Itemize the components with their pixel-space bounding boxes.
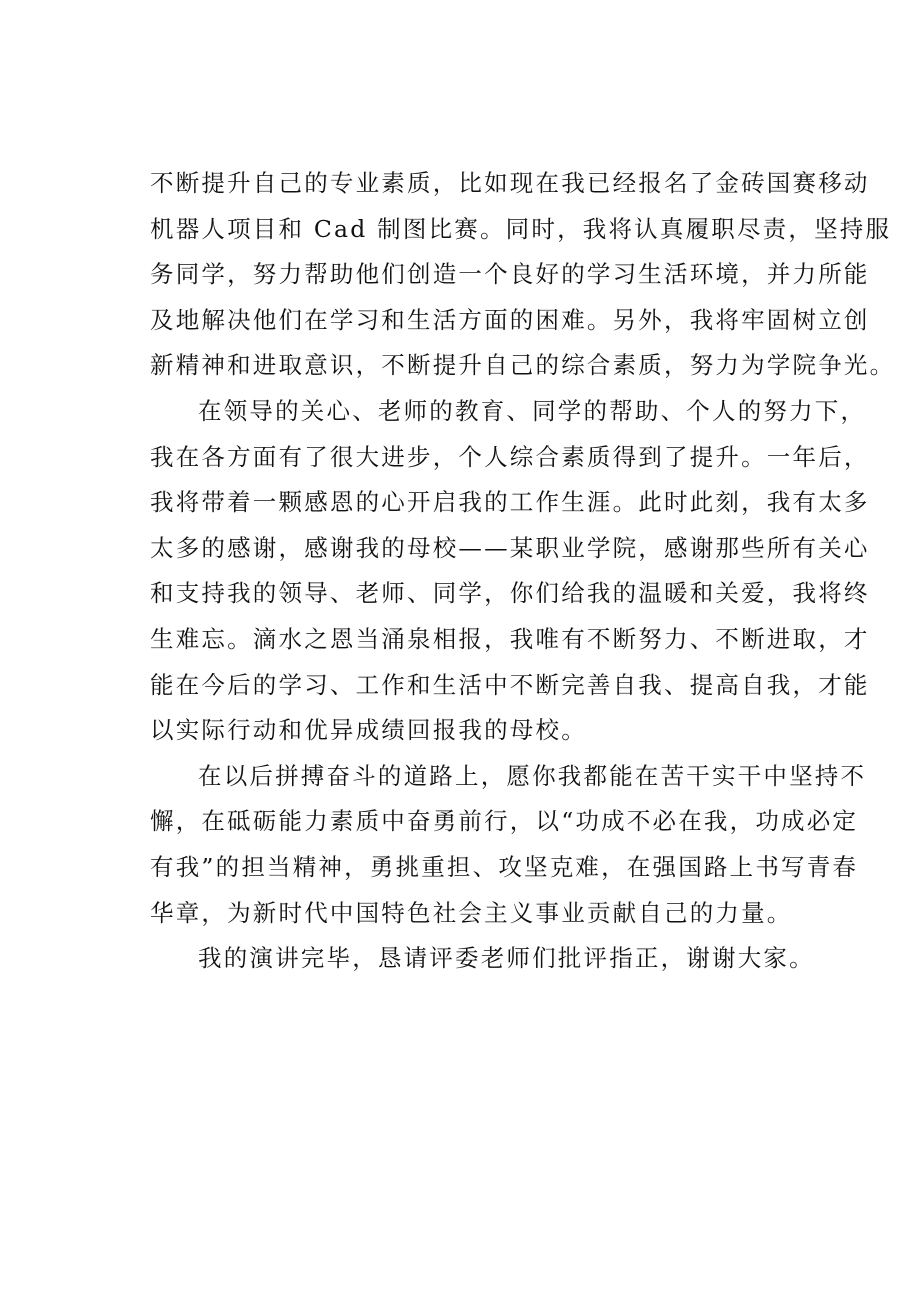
text-line: 我将带着一颗感恩的心开启我的工作生涯。此时此刻，我有太多 — [150, 488, 870, 517]
text-line: 太多的感谢，感谢我的母校——某职业学院，感谢那些所有关心 — [150, 533, 870, 562]
text-line: 我在各方面有了很大进步，个人综合素质得到了提升。一年后， — [150, 442, 870, 471]
text-line: 新精神和进取意识，不断提升自己的综合素质，努力为学院争光。 — [150, 351, 896, 380]
paragraph-start-line: 在以后拼搏奋斗的道路上，愿你我都能在苦干实干中坚持不 — [198, 761, 867, 790]
text-line: 懈，在砥砺能力素质中奋勇前行，以“功成不必在我，功成必定 — [150, 807, 859, 836]
text-line: 以实际行动和优异成绩回报我的母校。 — [150, 716, 587, 745]
text-line: 华章，为新时代中国特色社会主义事业贡献自己的力量。 — [150, 898, 793, 927]
text-line: 有我”的担当精神，勇挑重担、攻坚克难，在强国路上书写青春 — [150, 852, 859, 881]
text-line: 不断提升自己的专业素质，比如现在我已经报名了金砖国赛移动 — [150, 169, 870, 197]
text-line: 和支持我的领导、老师、同学，你们给我的温暖和关爱，我将终 — [150, 579, 870, 608]
closing-line: 我的演讲完毕，恳请评委老师们批评指正，谢谢大家。 — [198, 944, 815, 973]
text-line: 能在今后的学习、工作和生活中不断完善自我、提高自我，才能 — [150, 670, 870, 699]
text-line: 务同学，努力帮助他们创造一个良好的学习生活环境，并力所能 — [150, 260, 870, 289]
text-line: 及地解决他们在学习和生活方面的困难。另外，我将牢固树立创 — [150, 305, 870, 334]
text-line: 生难忘。滴水之恩当涌泉相报，我唯有不断努力、不断进取，才 — [150, 624, 870, 653]
paragraph-start-line: 在领导的关心、老师的教育、同学的帮助、个人的努力下， — [198, 396, 867, 425]
text-line: 机器人项目和 Cad 制图比赛。同时，我将认真履职尽责，坚持服 — [150, 214, 892, 243]
speech-text — [150, 161, 896, 982]
